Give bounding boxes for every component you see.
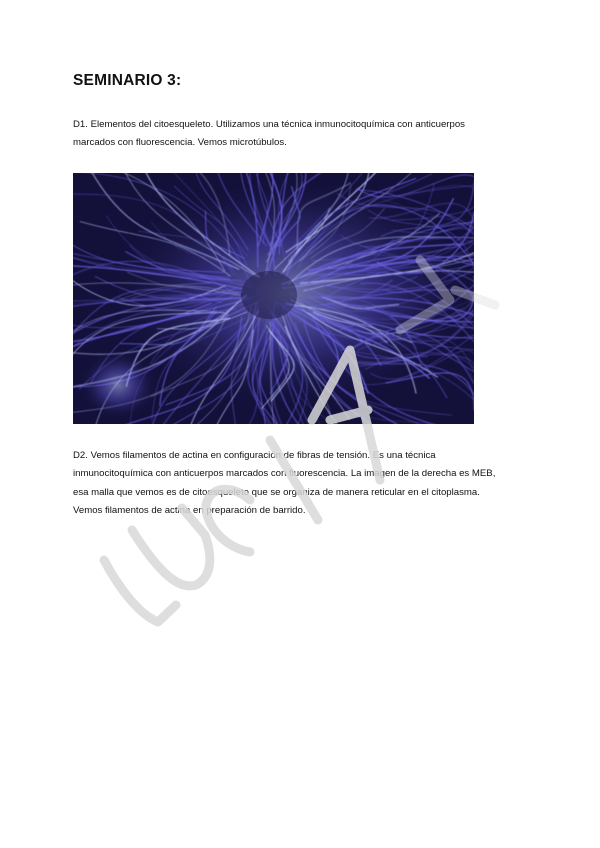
- paragraph-d2: [73, 447, 523, 520]
- microtubule-micrograph: [73, 173, 474, 424]
- paragraph-line: D1. Elementos del citoesqueleto. Utilizamos una técnica inmunocitoquímica con anticuerpos: [73, 119, 465, 130]
- cell-nucleus: [241, 271, 297, 319]
- micrograph-image: [73, 173, 474, 424]
- paragraph-line: D2. Vemos filamentos de actina en configuración de fibras de tensión. Es una técnica: [73, 450, 436, 461]
- paragraph-d1: [73, 116, 523, 153]
- paragraph-line: esa malla que vemos es de citoesqueleto que se organiza de manera reticular en el citoplasma.: [73, 486, 480, 498]
- second-cell: [78, 350, 158, 420]
- page-title: SEMINARIO 3:: [73, 72, 182, 89]
- paragraph-line: Vemos filamentos de actina en preparación de barrido.: [73, 504, 306, 516]
- paragraph-line: inmunocitoquímica con anticuerpos marcados con fluorescencia. La imagen de la derecha es MEB,: [73, 468, 496, 480]
- paragraph-line: marcados con fluorescencia. Vemos microtúbulos.: [73, 137, 287, 149]
